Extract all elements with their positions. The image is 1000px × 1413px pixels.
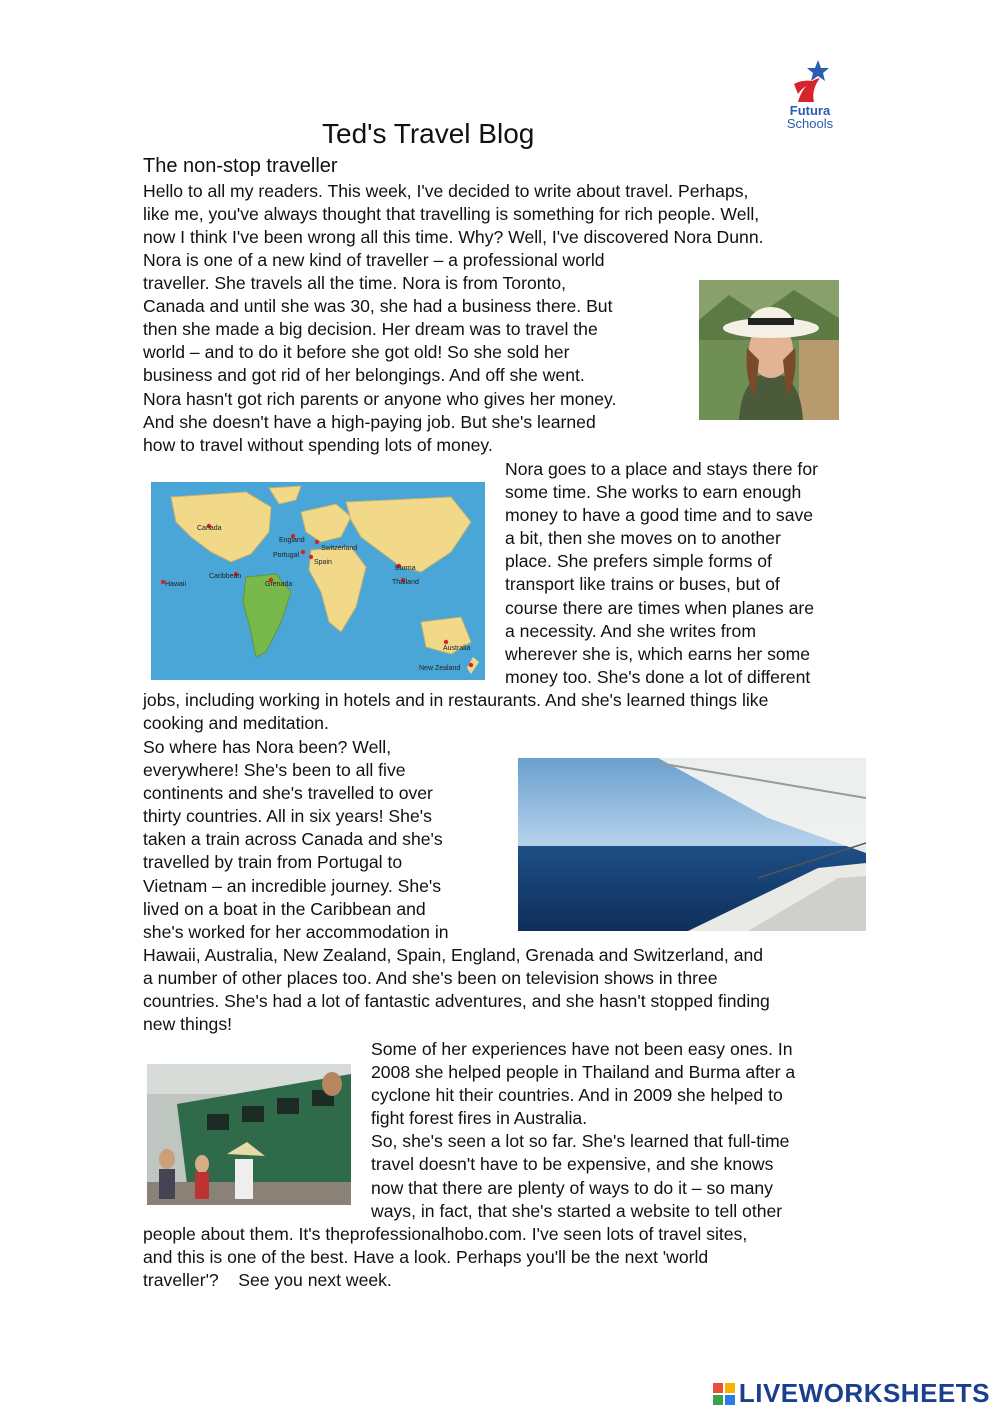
text-line: traveller'? See you next week. xyxy=(143,1270,392,1291)
sailboat-photo xyxy=(518,758,866,931)
map-label-hawaii: Hawaii xyxy=(165,581,187,588)
text-line: countries. She's had a lot of fantastic adventures, and she hasn't stopped finding xyxy=(143,991,770,1012)
text-line: like me, you've always thought that travelling is something for rich people. Well, xyxy=(143,204,760,225)
text-line: a bit, then she moves on to another xyxy=(505,528,781,549)
paragraph-nora xyxy=(143,249,676,457)
text-line: wherever she is, which earns her some xyxy=(505,643,811,664)
text-line: business and got rid of her belongings. And off she went. xyxy=(143,365,585,386)
logo-name: Futura xyxy=(789,103,831,118)
text-line: course there are times when planes are xyxy=(505,597,815,618)
logo-sub: Schools xyxy=(786,116,834,131)
text-line: Hawaii, Australia, New Zealand, Spain, England, Grenada and Switzerland, and xyxy=(143,945,764,965)
paragraph-work xyxy=(505,458,856,689)
text-line: lived on a boat in the Caribbean and xyxy=(143,898,426,919)
text-line: Canada and until she was 30, she had a business there. But xyxy=(143,296,613,317)
blog-subtitle: The non-stop traveller xyxy=(143,155,338,177)
paragraph-closing xyxy=(143,1223,856,1292)
text-line: now that there are plenty of ways to do it – so many xyxy=(371,1177,773,1198)
text-line: transport like trains or buses, but of xyxy=(505,574,780,595)
text-line: and this is one of the best. Have a look. Perhaps you'll be the next 'world xyxy=(143,1247,709,1268)
text-line: a number of other places too. And she's been on television shows in three xyxy=(143,968,718,989)
text-line: world – and to do it before she got old! So she sold her xyxy=(143,342,570,363)
text-line: now I think I've been wrong all this time. Why? Well, I've discovered Nora Dunn. xyxy=(143,227,764,248)
text-line: everywhere! She's been to all five xyxy=(143,760,406,781)
text-line: 2008 she helped people in Thailand and Burma after a xyxy=(371,1062,796,1083)
text-line: ways, in fact, that she's started a website to tell other xyxy=(371,1200,783,1221)
map-label-caribbean: Caribbean xyxy=(209,573,242,580)
blog-title: Ted's Travel Blog xyxy=(322,118,535,149)
text-line: continents and she's travelled to over xyxy=(143,783,433,804)
text-line: taken a train across Canada and she's xyxy=(143,829,443,850)
text-line: And she doesn't have a high-paying job. But she's learned xyxy=(143,411,596,432)
map-label-burma: Burma xyxy=(395,565,416,572)
text-line: jobs, including working in hotels and in restaurants. And she's learned things like xyxy=(143,690,769,710)
futura-schools-logo xyxy=(770,58,850,138)
map-label-portugal: Portugal xyxy=(273,552,300,559)
train-photo xyxy=(147,1064,351,1205)
map-label-new-zealand: New Zealand xyxy=(419,665,461,672)
paragraph-jobs xyxy=(143,689,856,735)
paragraph-where xyxy=(143,736,499,944)
map-label-spain: Spain xyxy=(314,559,332,566)
text-line: money to have a good time and to save xyxy=(505,505,814,526)
map-label-canada: Canada xyxy=(197,525,222,532)
paragraph-places xyxy=(143,944,856,1036)
brand-text: LIVEWORKSHEETS xyxy=(738,1378,990,1408)
text-line: cooking and meditation. xyxy=(143,713,329,734)
nora-portrait-photo xyxy=(699,280,839,420)
text-line: So, she's seen a lot so far. She's learned that full-time xyxy=(371,1131,790,1152)
text-line: traveller. She travels all the time. Nora is from Toronto, xyxy=(143,273,567,294)
text-line: Vietnam – an incredible journey. She's xyxy=(143,875,442,896)
text-line: Hello to all my readers. This week, I've decided to write about travel. Perhaps, xyxy=(143,181,749,201)
liveworksheets-icon xyxy=(713,1383,735,1405)
text-line: some time. She works to earn enough xyxy=(505,482,802,503)
text-line: travel doesn't have to be expensive, and she knows xyxy=(371,1154,774,1175)
text-line: then she made a big decision. Her dream was to travel the xyxy=(143,319,598,340)
text-line: cyclone hit their countries. And in 2009 she helped to xyxy=(371,1085,783,1106)
text-line: people about them. It's theprofessionalhobo.com. I've seen lots of travel sites, xyxy=(143,1224,748,1244)
text-line: a necessity. And she writes from xyxy=(505,620,756,641)
world-map-image xyxy=(151,482,485,680)
map-label-switzerland: Switzerland xyxy=(321,545,358,552)
text-line: thirty countries. All in six years! She's xyxy=(143,806,432,827)
paragraph-experiences xyxy=(371,1038,856,1223)
text-line: fight forest fires in Australia. xyxy=(371,1108,588,1129)
text-line: So where has Nora been? Well, xyxy=(143,737,392,757)
text-line: how to travel without spending lots of money. xyxy=(143,434,493,455)
paragraph-intro xyxy=(143,180,856,249)
text-line: she's worked for her accommodation in xyxy=(143,921,449,942)
map-label-grenada: Grenada xyxy=(265,581,293,588)
text-line: new things! xyxy=(143,1014,232,1035)
text-line: place. She prefers simple forms of xyxy=(505,551,772,572)
text-line: money too. She's done a lot of different xyxy=(505,666,811,687)
text-line: Some of her experiences have not been easy ones. In xyxy=(371,1039,793,1059)
text-line: travelled by train from Portugal to xyxy=(143,852,403,873)
map-label-australia: Australia xyxy=(443,645,471,652)
map-label-england: England xyxy=(279,537,305,544)
star-figure-icon xyxy=(788,58,832,104)
map-label-thailand: Thailand xyxy=(392,579,419,586)
text-line: Nora is one of a new kind of traveller – a professional world xyxy=(143,250,605,270)
text-line: Nora goes to a place and stays there for xyxy=(505,459,818,479)
text-line: Nora hasn't got rich parents or anyone who gives her money. xyxy=(143,388,617,409)
liveworksheets-brand xyxy=(713,1378,990,1409)
